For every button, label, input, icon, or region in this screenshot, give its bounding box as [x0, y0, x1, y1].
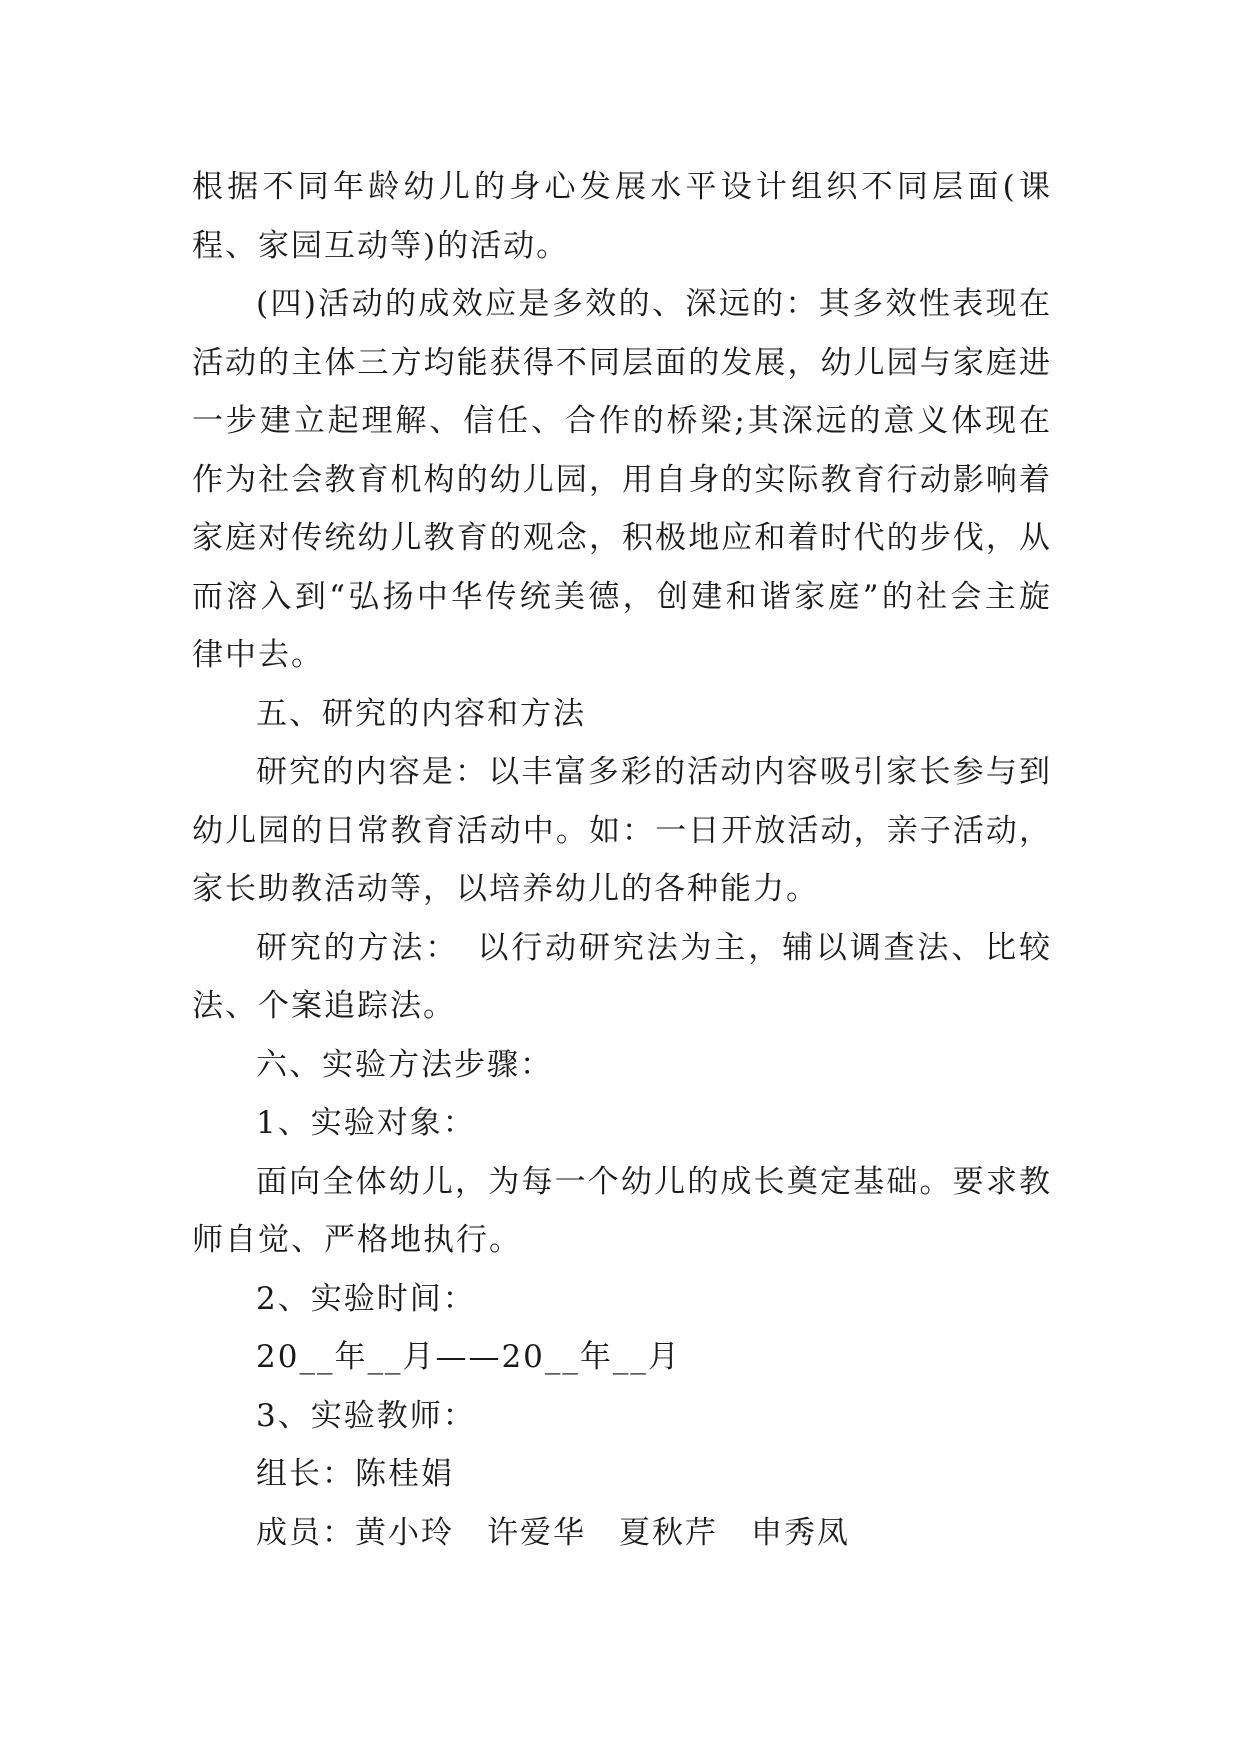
- section-heading-experiment-steps: 六、实验方法步骤：: [256, 1046, 553, 1083]
- section-heading-research-content: 五、研究的内容和方法: [256, 695, 586, 732]
- paragraph-continuation: 根据不同年龄幼儿的身心发展水平设计组织不同层面(课程、家园互动等)的活动。: [192, 169, 1052, 264]
- paragraph-team-members: 成员：黄小玲 许爱华 夏秋芹 申秀凤: [256, 1514, 850, 1551]
- paragraph-experiment-time: 20__年__月——20__年__月: [256, 1339, 681, 1375]
- paragraph-research-content: 研究的内容是：以丰富多彩的活动内容吸引家长参与到幼儿园的日常教育活动中。如：一日开放活动，亲子活动，家长助教活动等，以培养幼儿的各种能力。: [192, 754, 1052, 907]
- subheading-experiment-subjects: 1、实验对象：: [256, 1105, 476, 1141]
- paragraph-research-method: 研究的方法： 以行动研究法为主，辅以调查法、比较法、个案追踪法。: [192, 929, 1052, 1024]
- paragraph-activity-effects: (四)活动的成效应是多效的、深远的：其多效性表现在活动的主体三方均能获得不同层面的发展，幼儿园与家庭进一步建立起理解、信任、合作的桥梁;其深远的意义体现在作为社会教育机构的幼儿园，用自身的实际教育行动影响着家庭对传统幼儿教育的观念，积极地应和着时代的步伐，从而溶入到“弘扬中华传统美德，创建和谐家庭”的社会主旋律中去。: [192, 286, 1052, 673]
- paragraph-team-leader: 组长：陈桂娟: [256, 1456, 454, 1492]
- subheading-experiment-teachers: 3、实验教师：: [256, 1397, 476, 1434]
- subheading-experiment-time: 2、实验时间：: [256, 1280, 476, 1317]
- document-body: [192, 158, 1052, 1562]
- paragraph-experiment-subjects: 面向全体幼儿，为每一个幼儿的成长奠定基础。要求教师自觉、严格地执行。: [192, 1163, 1052, 1258]
